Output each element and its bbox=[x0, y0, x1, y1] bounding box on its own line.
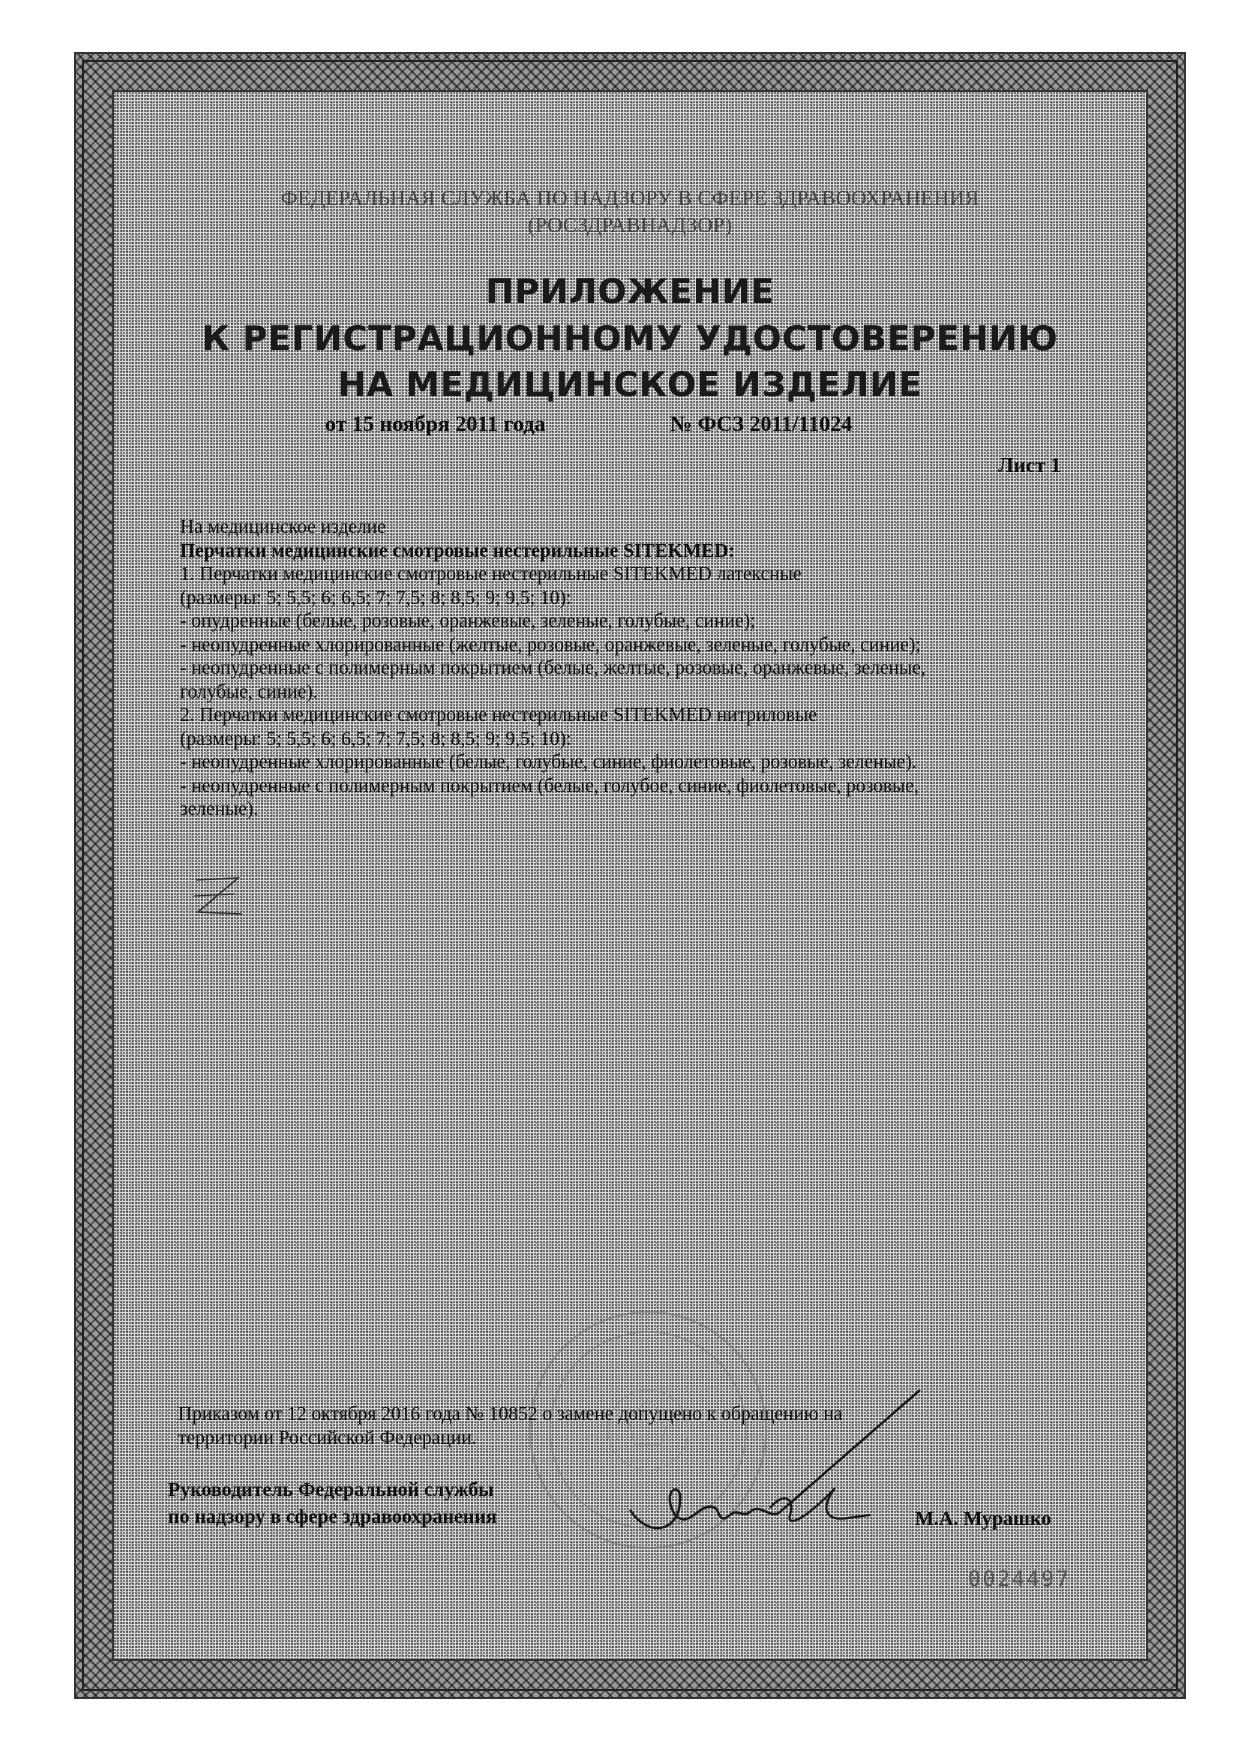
description-line: - неопудренные хлорированные (желтые, розовые, оранжевые, зеленые, голубые, синие); bbox=[180, 634, 921, 656]
document-title-line2: К РЕГИСТРАЦИОННОМУ УДОСТОВЕРЕНИЮ bbox=[201, 319, 1059, 359]
description-line: - неопудренные с полимерным покрытием (белые, желтые, розовые, оранжевые, зеленые, bbox=[180, 658, 926, 679]
signatory-name: М.А. Мурашко bbox=[915, 1508, 1052, 1530]
description-line: 1. Перчатки медицинские смотровые нестерильные SITEKMED латексные bbox=[180, 564, 802, 585]
certificate-number: № ФСЗ 2011/11024 bbox=[670, 411, 853, 436]
signatory-title-line1: Руководитель Федеральной службы bbox=[168, 1479, 494, 1501]
description-line: зеленые). bbox=[180, 799, 259, 820]
intro-text: На медицинское изделие bbox=[180, 517, 386, 538]
z-closing-mark bbox=[190, 872, 250, 920]
description-line: (размеры: 5; 5,5; 6; 6,5; 7; 7,5; 8; 8,5; 9; 9,5; 10): bbox=[180, 728, 572, 750]
order-line: территории Российской Федерации. bbox=[178, 1427, 477, 1449]
signatory-title bbox=[168, 1477, 497, 1531]
document-title-line3: НА МЕДИЦИНСКОЕ ИЗДЕЛИЕ bbox=[337, 365, 923, 405]
serial-number: 0024497 bbox=[968, 1567, 1071, 1591]
description-line: - неопудренные хлорированные (белые, голубые, синие, фиолетовые, розовые, зеленые). bbox=[180, 752, 917, 773]
product-name: Перчатки медицинские смотровые нестерильные SITEKMED: bbox=[180, 540, 735, 562]
order-statement bbox=[178, 1403, 1038, 1450]
agency-abbreviation: (РОСЗДРАВНАДЗОР) bbox=[527, 213, 733, 237]
description-line: - неопудренные с полимерным покрытием (белые, голубое, синие, фиолетовые, розовые, bbox=[180, 775, 919, 797]
certificate-date: от 15 ноября 2011 года bbox=[325, 411, 546, 436]
order-line: Приказом от 12 октября 2016 года № 10852 о замене допущено к обращению на bbox=[178, 1404, 843, 1425]
signatory-title-line2: по надзору в сфере здравоохранения bbox=[168, 1506, 497, 1528]
sheet-number: Лист 1 bbox=[998, 453, 1062, 477]
agency-name: ФЕДЕРАЛЬНАЯ СЛУЖБА ПО НАДЗОРУ В СФЕРЕ ЗДРАВООХРАНЕНИЯ bbox=[280, 186, 980, 210]
description-line: 2. Перчатки медицинские смотровые нестерильные SITEKMED нитриловые bbox=[180, 705, 817, 726]
document-title-line1: ПРИЛОЖЕНИЕ bbox=[485, 272, 775, 312]
description-line: (размеры: 5; 5,5; 6; 6,5; 7; 7,5; 8; 8,5; 9; 9,5; 10): bbox=[180, 587, 572, 609]
description-line: - опудренные (белые, розовые, оранжевые, зеленые, голубые, синие); bbox=[180, 611, 756, 632]
device-description bbox=[180, 516, 1105, 822]
description-line: голубые, синие). bbox=[180, 681, 318, 703]
